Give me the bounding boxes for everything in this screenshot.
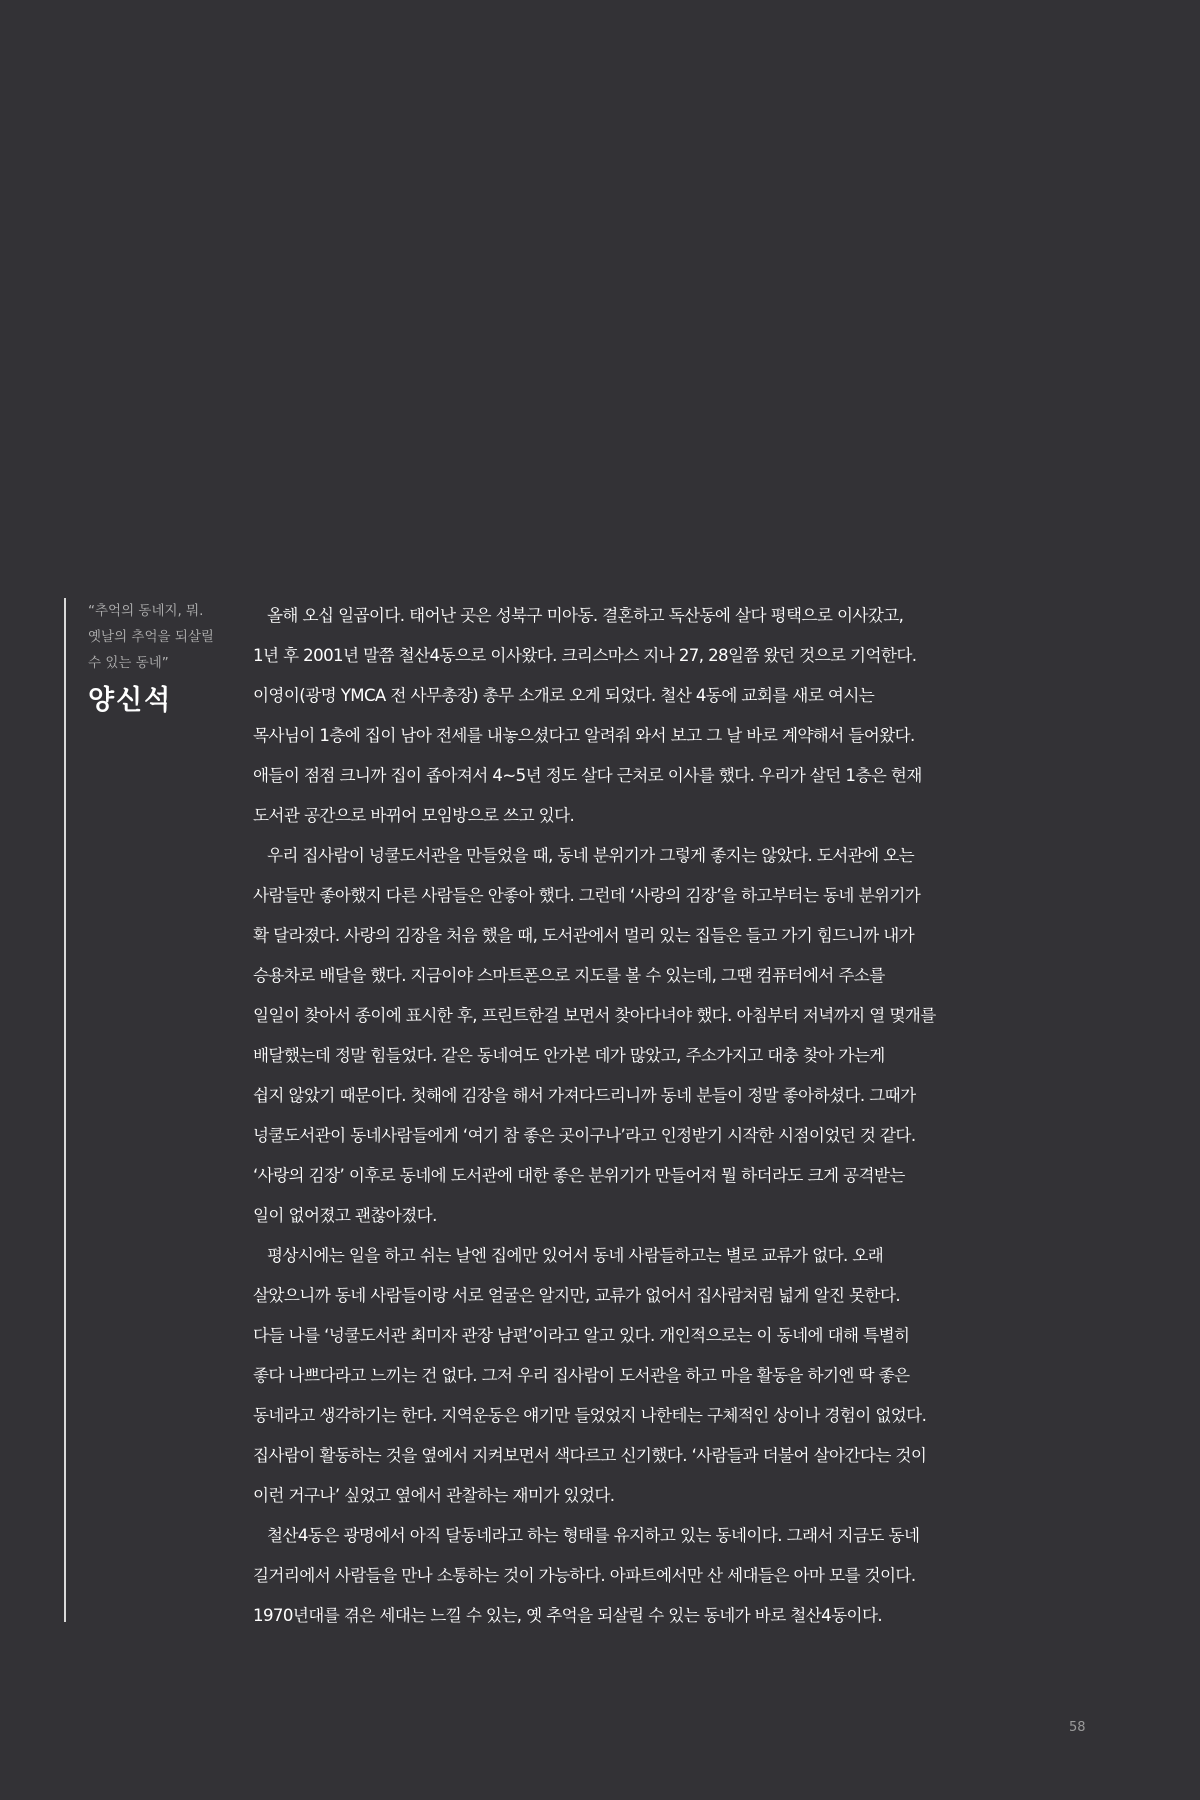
paragraph-line: 1970년대를 겪은 세대는 느낄 수 있는, 옛 추억을 되살릴 수 있는 동네가 바로 철산4동이다.: [253, 1606, 883, 1625]
paragraph-line: 이영이(광명 YMCA 전 사무총장) 총무 소개로 오게 되었다. 철산 4동에 교회를 새로 여시는: [253, 686, 875, 705]
paragraph-line: 배달했는데 정말 힘들었다. 같은 동네여도 안가본 데가 많았고, 주소가지고 대충 찾아 가는게: [253, 1046, 885, 1065]
paragraph-line: 올해 오십 일곱이다. 태어난 곳은 성북구 미아동. 결혼하고 독산동에 살다 평택으로 이사갔고,: [267, 606, 904, 625]
paragraph-line: 1년 후 2001년 말쯤 철산4동으로 이사왔다. 크리스마스 지나 27, 28일쯤 왔던 것으로 기억한다.: [253, 646, 917, 665]
paragraph-line: 일이 없어졌고 괜찮아졌다.: [253, 1206, 437, 1225]
paragraph-line: 애들이 점점 크니까 집이 좁아져서 4~5년 정도 살다 근처로 이사를 했다. 우리가 살던 1층은 현재: [253, 766, 922, 785]
paragraph-line: 넝쿨도서관이 동네사람들에게 ‘여기 참 좋은 곳이구나’라고 인정받기 시작한 시점이었던 것 같다.: [253, 1126, 916, 1145]
paragraph-line: 다들 나를 ‘넝쿨도서관 최미자 관장 남편’이라고 알고 있다. 개인적으로는 이 동네에 대해 특별히: [253, 1326, 910, 1345]
paragraph-line: 길거리에서 사람들을 만나 소통하는 것이 가능하다. 아파트에서만 산 세대들은 아마 모를 것이다.: [253, 1566, 916, 1585]
paragraph-line: 확 달라졌다. 사랑의 김장을 처음 했을 때, 도서관에서 멀리 있는 집들은 들고 가기 힘드니까 내가: [253, 926, 915, 945]
paragraph-line: 살았으니까 동네 사람들이랑 서로 얼굴은 알지만, 교류가 없어서 집사람처럼 넓게 알진 못한다.: [253, 1286, 901, 1305]
sidebar-divider-line: [64, 598, 66, 1622]
paragraph-line: 좋다 나쁘다라고 느끼는 건 없다. 그저 우리 집사람이 도서관을 하고 마을 활동을 하기엔 딱 좋은: [253, 1366, 910, 1385]
paragraph-line: 동네라고 생각하기는 한다. 지역운동은 얘기만 들었었지 나한테는 구체적인 상이나 경험이 없었다.: [253, 1406, 927, 1425]
paragraph-line: 사람들만 좋아했지 다른 사람들은 안좋아 했다. 그런데 ‘사랑의 김장’을 하고부터는 동네 분위기가: [253, 886, 921, 905]
paragraph-line: 이런 거구나’ 싶었고 옆에서 관찰하는 재미가 있었다.: [253, 1486, 615, 1505]
paragraph-line: 목사님이 1층에 집이 남아 전세를 내놓으셨다고 알려줘 와서 보고 그 날 바로 계약해서 들어왔다.: [253, 726, 915, 745]
paragraph-line: 일일이 찾아서 종이에 표시한 후, 프린트한걸 보면서 찾아다녀야 했다. 아침부터 저녁까지 열 몇개를: [253, 1006, 936, 1025]
paragraph-line: ‘사랑의 김장’ 이후로 동네에 도서관에 대한 좋은 분위기가 만들어져 뭘 하더라도 크게 공격받는: [253, 1166, 905, 1185]
paragraph-line: 승용차로 배달을 했다. 지금이야 스마트폰으로 지도를 볼 수 있는데, 그땐 컴퓨터에서 주소를: [253, 966, 885, 985]
pull-quote: “추억의 동네지, 뭐. 옛날의 추억을 되살릴 수 있는 동네”: [88, 603, 214, 671]
author-name: 양신석: [88, 685, 173, 716]
page-number: 58: [1069, 1720, 1086, 1735]
paragraph-line: 철산4동은 광명에서 아직 달동네라고 하는 형태를 유지하고 있는 동네이다. 그래서 지금도 동네: [267, 1526, 920, 1545]
paragraph-line: 도서관 공간으로 바뀌어 모임방으로 쓰고 있다.: [253, 806, 575, 825]
article-body: [253, 596, 953, 1636]
paragraph-line: 평상시에는 일을 하고 쉬는 날엔 집에만 있어서 동네 사람들하고는 별로 교류가 없다. 오래: [267, 1246, 884, 1265]
paragraph-line: 우리 집사람이 넝쿨도서관을 만들었을 때, 동네 분위기가 그렇게 좋지는 않았다. 도서관에 오는: [267, 846, 915, 865]
paragraph-line: 집사람이 활동하는 것을 옆에서 지켜보면서 색다르고 신기했다. ‘사람들과 더불어 살아간다는 것이: [253, 1446, 927, 1465]
paragraph-line: 쉽지 않았기 때문이다. 첫해에 김장을 해서 가져다드리니까 동네 분들이 정말 좋아하셨다. 그때가: [253, 1086, 916, 1105]
